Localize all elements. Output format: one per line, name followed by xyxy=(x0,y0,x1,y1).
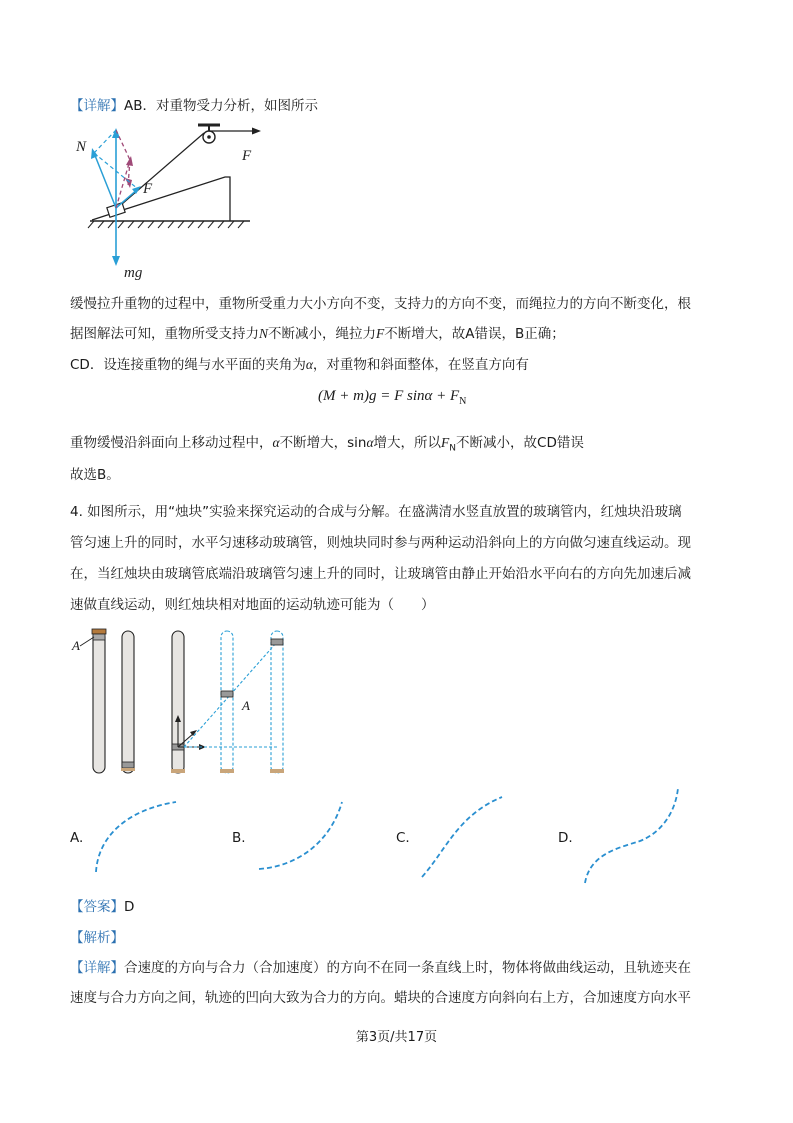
candle-tube-figure xyxy=(70,626,300,781)
para-2: CD．设连接重物的绳与水平面的夹角为α，对重物和斜面整体，在竖直方向有 xyxy=(70,357,529,373)
label-F-block: F xyxy=(143,181,153,197)
option-label-d: D. xyxy=(558,830,573,846)
label-N: N xyxy=(76,139,87,155)
label-mg: mg xyxy=(124,265,143,281)
option-label-a: A. xyxy=(70,830,84,846)
vertical-balance-formula: (M + m)g = F $\sin\alpha + F_N$ xyxy=(318,388,467,407)
fig-label-A1: A xyxy=(72,638,80,653)
para-1b: 据图解法可知，重物所受支持力N不断减小，绳拉力F不断增大，故A错误，B正确； xyxy=(70,326,565,342)
detail-line-1: 【详解】合速度的方向与合力（合加速度）的方向不在同一条直线上时，物体将做曲线运动，且轨迹夹在 xyxy=(70,960,691,976)
q4-line-2: 管匀速上升的同时，水平匀速移动玻璃管，则烛块同时参与两种运动沿斜向上的方向做匀速直线运动。现 xyxy=(70,535,691,551)
option-d-trajectory xyxy=(580,786,680,886)
analysis-tag: 【解析】 xyxy=(70,930,124,946)
option-label-b: B. xyxy=(232,830,246,846)
detail-line-2: 速度与合力方向之间，轨迹的凹向大致为合力的方向。蜡块的合速度方向斜向右上方，合加速度方向水平 xyxy=(70,990,691,1006)
option-a-trajectory xyxy=(90,800,180,875)
q4-line-1: 4. 如图所示，用“烛块”实验来探究运动的合成与分解。在盛满清水竖直放置的玻璃管内，红烛块沿玻璃 xyxy=(70,504,682,520)
detail-heading xyxy=(70,96,318,116)
q4-line-3: 在，当红烛块由玻璃管底端沿玻璃管匀速上升的同时，让玻璃管由静止开始沿水平向右的方向先加速后减 xyxy=(70,566,691,582)
q4-line-4: 速做直线运动，则红烛块相对地面的运动轨迹可能为（ ） xyxy=(70,597,435,613)
answer-value: D xyxy=(124,899,135,915)
option-b-trajectory xyxy=(255,800,345,872)
option-label-c: C. xyxy=(396,830,410,846)
option-c-trajectory xyxy=(418,795,506,880)
answer-line: 【答案】D xyxy=(70,899,135,915)
detail-intro: AB．对重物受力分析，如图所示 xyxy=(124,98,318,114)
para-4: 故选B。 xyxy=(70,467,120,483)
label-F-rope: F xyxy=(242,148,252,164)
force-diagram xyxy=(70,120,280,290)
fig-label-A2: A xyxy=(242,698,250,713)
para-3: 重物缓慢沿斜面向上移动过程中，α不断增大，sinα增大，所以$F_N$不断减小，故CD错误 xyxy=(70,435,584,454)
para-1a: 缓慢拉升重物的过程中，重物所受重力大小方向不变，支持力的方向不变，而绳拉力的方向不断变化，根 xyxy=(70,296,691,312)
page-footer: 第3页/共17页 xyxy=(355,1030,438,1045)
detail-tag: 【详解】 xyxy=(70,98,124,114)
